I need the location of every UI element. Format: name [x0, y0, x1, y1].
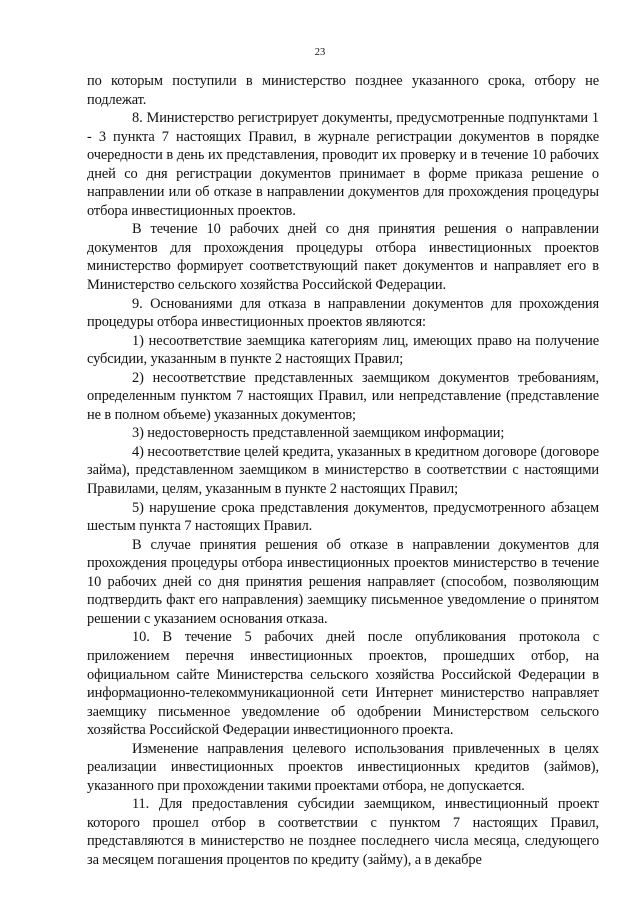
- paragraph-item-10: 10. В течение 5 рабочих дней после опубликования протокола с приложением перечня инвестиционных проектов, прошедших отбор, на официальном сайте Министерства сельского хозяйства Российской Федерации в информационно-телекоммуникационной сети Интернет министерство направляет заемщику письменное уведомление об одобрении Министерством сельского хозяйства Российской Федерации инвестиционного проекта.: [87, 629, 599, 739]
- document-body: [87, 72, 599, 870]
- paragraph-refusal-notice: В случае принятия решения об отказе в направлении документов для прохождения процедуры отбора инвестиционных проектов министерство в течение 10 рабочих дней со дня принятия решения направляет (способом, позволяющим подтвердить факт его направления) заемщику письменное уведомление о принятом решении с указанием основания отказа.: [87, 536, 599, 627]
- paragraph-item-9: 9. Основаниями для отказа в направлении документов для прохождения процедуры отбора инвестиционных проектов являются:: [87, 295, 599, 331]
- paragraph-item-9-sub-3: 3) недостоверность представленной заемщиком информации;: [132, 425, 505, 442]
- paragraph-item-8: 8. Министерство регистрирует документы, предусмотренные подпунктами 1 - 3 пункта 7 настоящих Правил, в журнале регистрации документов в порядке очередности в день их представления, проводит их проверку и в течение 10 рабочих дней со дня регистрации документов принимает в форме приказа решение о направлении или об отказе в направлении документов для прохождения процедуры отбора инвестиционных проектов.: [87, 110, 599, 219]
- page-number: 23: [314, 47, 326, 58]
- paragraph-item-9-sub-1: 1) несоответствие заемщика категориям лиц, имеющих право на получение субсидии, указанным в пункте 2 настоящих Правил;: [87, 332, 599, 368]
- paragraph-item-8-package: В течение 10 рабочих дней со дня принятия решения о направлении документов для прохождения процедуры отбора инвестиционных проектов министерство формирует соответствующий пакет документов и направляет его в Министерство сельского хозяйства Российской Федерации.: [87, 221, 599, 294]
- paragraph-item-9-sub-4: 4) несоответствие целей кредита, указанных в кредитном договоре (договоре займа), представленном заемщиком в министерство в соответствии с настоящими Правилами, целям, указанным в пункте 2 настоящих Правил;: [87, 443, 599, 498]
- paragraph-item-11: 11. Для предоставления субсидии заемщиком, инвестиционный проект которого прошел отбор в соответствии с пунктом 7 настоящих Правил, представляются в министерство не позднее последнего числа месяца, следующего за месяцем погашения процентов по кредиту (займу), а в декабре: [87, 796, 599, 868]
- paragraph-continuation: по которым поступили в министерство позднее указанного срока, отбору не подлежат.: [87, 73, 599, 108]
- paragraph-item-9-sub-5: 5) нарушение срока представления документов, предусмотренного абзацем шестым пункта 7 настоящих Правил.: [87, 499, 599, 535]
- paragraph-item-9-sub-2: 2) несоответствие представленных заемщиком документов требованиям, определенным пунктом 7 настоящих Правил, или непредставление (представление не в полном объеме) указанных документов;: [87, 369, 599, 423]
- paragraph-purpose-change: Изменение направления целевого использования привлеченных в целях реализации инвестиционных проектов инвестиционных кредитов (займов), указанного при прохождении такими проектами отбора, не допускается.: [87, 740, 599, 794]
